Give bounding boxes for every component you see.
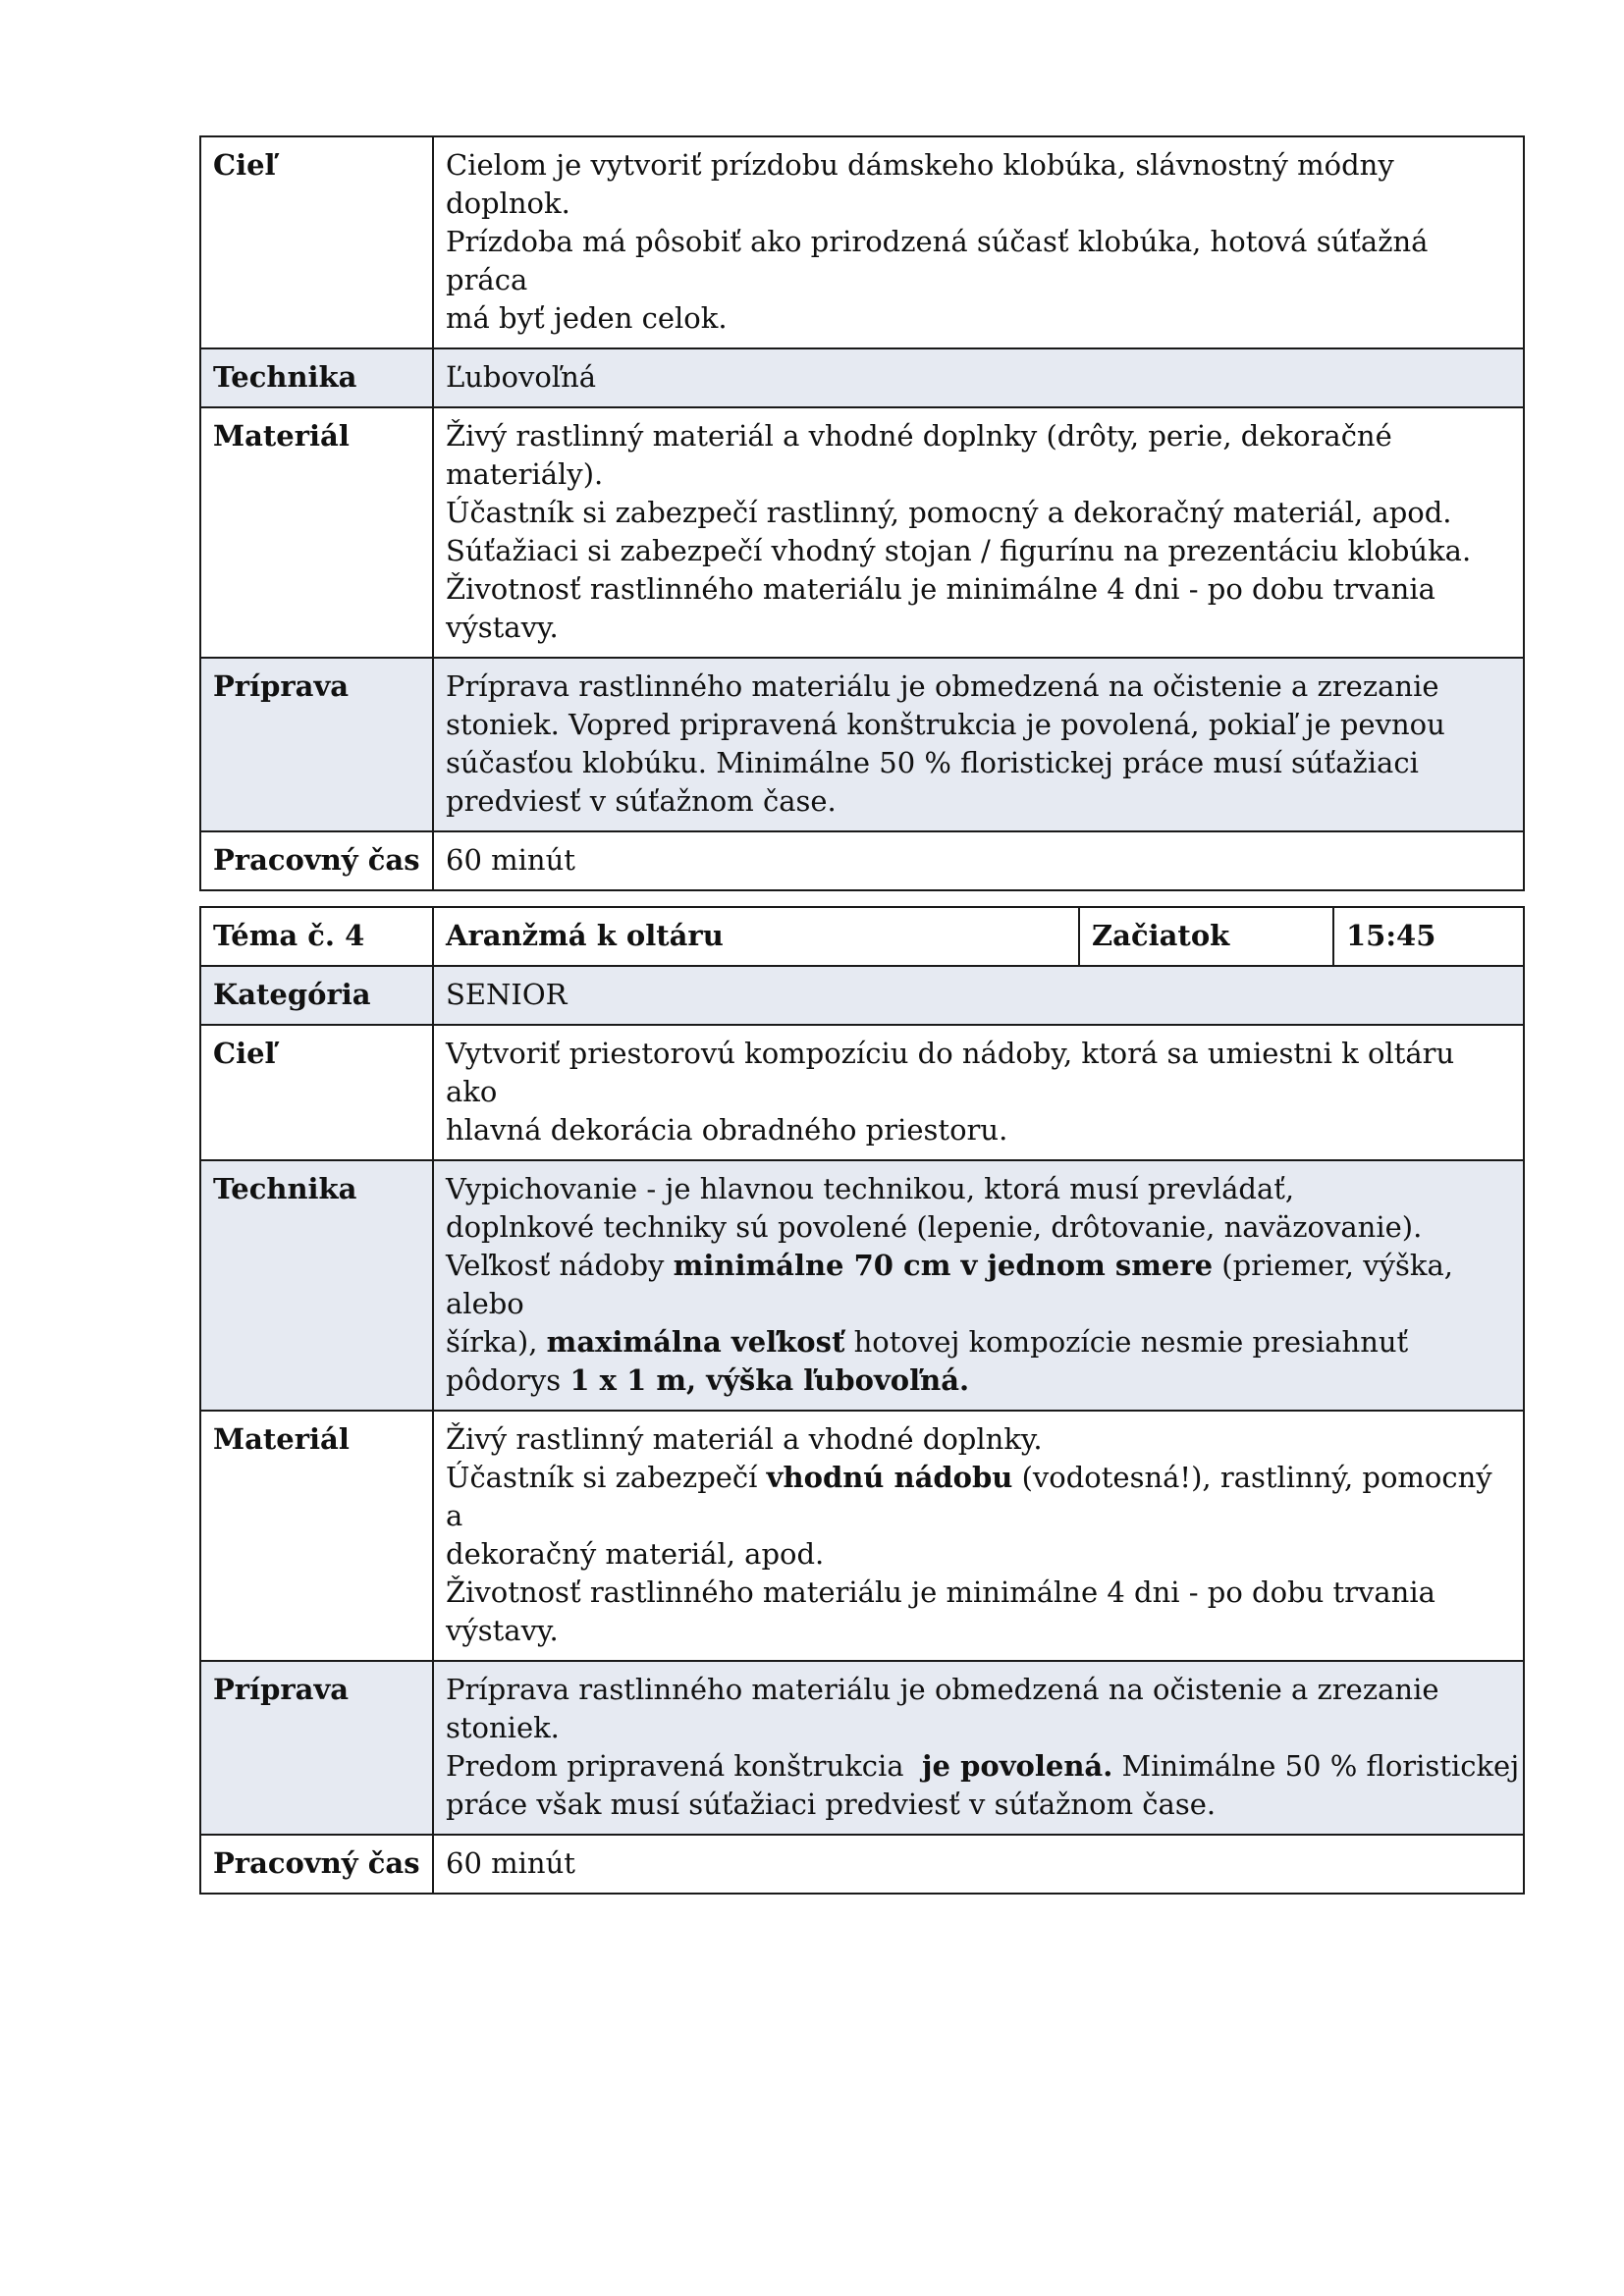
text-line: [446, 1247, 1511, 1323]
label-kategoria: Kategória: [200, 966, 433, 1025]
value-pracovny-cas: 60 minút: [433, 1835, 1524, 1894]
value-pracovny-cas: 60 minút: [433, 831, 1524, 890]
text-line: Životnosť rastlinného materiálu je minimálne 4 dni - po dobu trvania: [446, 1575, 1435, 1609]
text-line: súčasťou klobúku. Minimálne 50 % floristickej práce musí súťažiaci: [446, 746, 1419, 779]
value-priprava: [433, 1661, 1524, 1835]
value-tema-name: Aranžmá k oltáru: [433, 907, 1079, 966]
label-priprava: Príprava: [200, 1661, 433, 1835]
row-technika: [200, 1160, 1524, 1411]
row-material: [200, 1411, 1524, 1661]
label-pracovny-cas: Pracovný čas: [200, 831, 433, 890]
bold-run: je povolená.: [922, 1749, 1113, 1783]
row-tema-header: [200, 907, 1524, 966]
text-line: [446, 1362, 1511, 1400]
text-line: Súťažiaci si zabezpečí vhodný stojan / figurínu na prezentáciu klobúka.: [446, 534, 1472, 567]
text-line: práce však musí súťažiaci predviesť v súťažnom čase.: [446, 1788, 1217, 1821]
label-material: Materiál: [200, 1411, 433, 1661]
row-ciel: [200, 136, 1524, 348]
text-line: Prízdoba má pôsobiť ako prirodzená súčasť klobúka, hotová súťažná práca: [446, 225, 1429, 296]
text-line: výstavy.: [446, 611, 559, 644]
text-line: materiály).: [446, 457, 604, 491]
text-run: Veľkosť nádoby: [446, 1249, 674, 1282]
text-line: Životnosť rastlinného materiálu je minimálne 4 dni - po dobu trvania: [446, 572, 1435, 606]
text-line: má byť jeden celok.: [446, 301, 728, 335]
text-run: šírka),: [446, 1325, 547, 1359]
label-priprava: Príprava: [200, 658, 433, 831]
label-pracovny-cas: Pracovný čas: [200, 1835, 433, 1894]
label-ciel: Cieľ: [200, 1025, 433, 1160]
value-technika: [433, 1160, 1524, 1411]
text-line: Príprava rastlinného materiálu je obmedzená na očistenie a zrezanie: [446, 669, 1439, 703]
text-line: Cielom je vytvoriť prízdobu dámskeho klobúka, slávnostný módny doplnok.: [446, 148, 1394, 220]
text-line: Účastník si zabezpečí rastlinný, pomocný a dekoračný materiál, apod.: [446, 496, 1452, 529]
text-run: Minimálne 50 % floristickej: [1112, 1749, 1520, 1783]
text-run: (vodotesná!), rastlinný, pomocný a: [446, 1461, 1492, 1532]
value-priprava: [433, 658, 1524, 831]
row-material: [200, 407, 1524, 658]
row-technika: [200, 348, 1524, 407]
text-line: stoniek. Vopred pripravená konštrukcia je povolená, pokiaľ je pevnou: [446, 708, 1445, 741]
label-technika: Technika: [200, 348, 433, 407]
label-ciel: Cieľ: [200, 136, 433, 348]
text-line: [446, 1323, 1511, 1362]
text-line: Živý rastlinný materiál a vhodné doplnky (drôty, perie, dekoračné: [446, 419, 1392, 453]
row-ciel: [200, 1025, 1524, 1160]
text-line: Vytvoriť priestorovú kompozíciu do nádoby, ktorá sa umiestni k oltáru ako: [446, 1037, 1455, 1108]
label-tema: Téma č. 4: [200, 907, 433, 966]
row-pracovny-cas: [200, 1835, 1524, 1894]
text-line: hlavná dekorácia obradného priestoru.: [446, 1113, 1008, 1147]
text-run: pôdorys: [446, 1363, 570, 1397]
text-line: výstavy.: [446, 1614, 559, 1647]
row-kategoria: [200, 966, 1524, 1025]
bold-run: 1 x 1 m, výška ľubovoľná.: [569, 1363, 970, 1397]
label-zaciatok: Začiatok: [1079, 907, 1333, 966]
text-run: hotovej kompozície nesmie presiahnuť: [844, 1325, 1409, 1359]
text-line: predviesť v súťažnom čase.: [446, 784, 837, 818]
text-line: stoniek.: [446, 1711, 560, 1744]
label-technika: Technika: [200, 1160, 433, 1411]
competition-table-1: [199, 135, 1525, 891]
text-line: Vypichovanie - je hlavnou technikou, ktorá musí prevládať,: [446, 1172, 1295, 1205]
value-technika: Ľubovoľná: [433, 348, 1524, 407]
text-line: doplnkové techniky sú povolené (lepenie, drôtovanie, naväzovanie).: [446, 1210, 1423, 1244]
bold-run: minimálne 70 cm v jednom smere: [673, 1249, 1214, 1282]
bold-run: maximálna veľkosť: [546, 1325, 845, 1359]
value-ciel: [433, 1025, 1524, 1160]
text-run: Účastník si zabezpečí: [446, 1461, 767, 1494]
text-line: Živý rastlinný materiál a vhodné doplnky.: [446, 1422, 1043, 1456]
label-material: Materiál: [200, 407, 433, 658]
competition-table-2: [199, 906, 1525, 1895]
text-line: Príprava rastlinného materiálu je obmedzená na očistenie a zrezanie: [446, 1673, 1439, 1706]
value-kategoria: SENIOR: [433, 966, 1524, 1025]
text-run: (priemer, výška, alebo: [446, 1249, 1453, 1320]
value-ciel: [433, 136, 1524, 348]
row-priprava: [200, 658, 1524, 831]
text-run: Predom pripravená konštrukcia: [446, 1749, 923, 1783]
text-line: [446, 1747, 1520, 1786]
value-material: [433, 1411, 1524, 1661]
text-line: [446, 1459, 1511, 1535]
row-priprava: [200, 1661, 1524, 1835]
bold-run: vhodnú nádobu: [766, 1461, 1013, 1494]
text-line: dekoračný materiál, apod.: [446, 1537, 825, 1571]
value-zaciatok: 15:45: [1333, 907, 1524, 966]
row-pracovny-cas: [200, 831, 1524, 890]
value-material: [433, 407, 1524, 658]
